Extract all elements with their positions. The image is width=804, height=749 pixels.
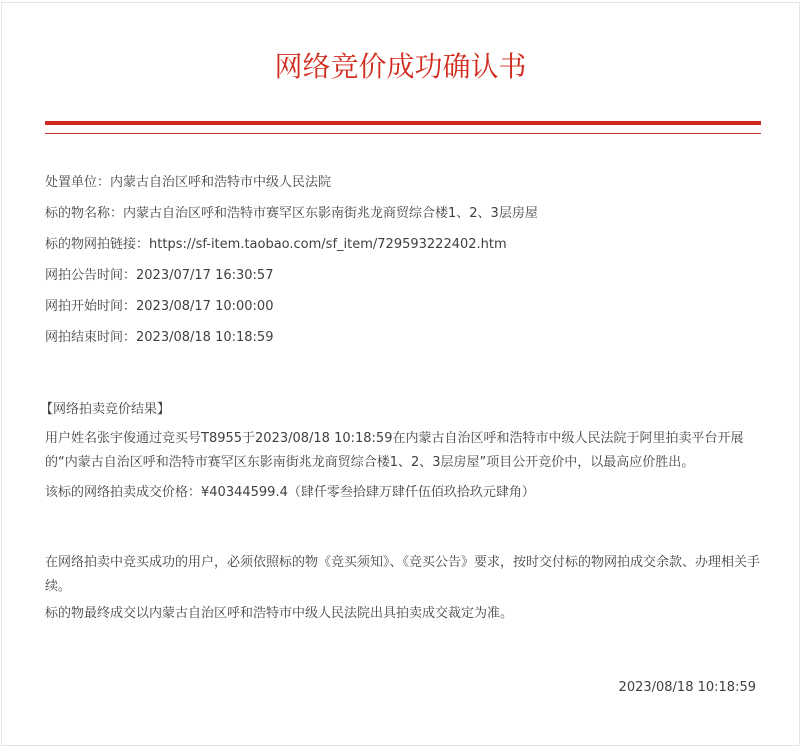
title-divider-thick [45, 121, 761, 125]
footer-date: 2023/08/18 10:18:59 [618, 680, 756, 695]
notice-payment: 在网络拍卖中竞买成功的用户，必须依照标的物《竞买须知》、《竞买公告》要求，按时交付标的物网拍成交余款、办理相关手续。 [45, 555, 761, 594]
field-label: 网拍结束时间： [45, 330, 137, 345]
field-value: 内蒙古自治区呼和浩特市赛罕区东影南街兆龙商贸综合楼1、2、3层房屋 [123, 206, 538, 221]
price-line [45, 483, 535, 503]
notice-final-ruling: 标的物最终成交以内蒙古自治区呼和浩特市中级人民法院出具拍卖成交裁定为准。 [45, 606, 514, 621]
document-title: 网络竞价成功确认书 [274, 50, 527, 83]
field-subject-name [45, 204, 538, 224]
price-label: 该标的网络拍卖成交价格： [45, 485, 202, 500]
field-value: 2023/07/17 16:30:57 [136, 268, 274, 283]
field-value: 2023/08/17 10:00:00 [136, 299, 274, 314]
title-divider-thin [45, 133, 761, 134]
field-subject-link [45, 235, 507, 255]
field-label: 标的物网拍链接： [45, 237, 150, 252]
field-value: 2023/08/18 10:18:59 [136, 330, 274, 345]
subject-link[interactable]: https://sf-item.taobao.com/sf_item/729593222402.htm [149, 237, 507, 252]
field-label: 网拍公告时间： [45, 268, 137, 283]
field-label: 网拍开始时间： [45, 299, 137, 314]
field-announcement-time [45, 266, 273, 286]
price-in-words: （肆仟零叁拾肆万肆仟伍佰玖拾玖元肆角） [287, 485, 535, 500]
field-start-time [45, 297, 273, 317]
result-heading: 【网络拍卖竞价结果】 [40, 402, 171, 417]
field-label: 标的物名称： [45, 206, 124, 221]
field-end-time [45, 328, 273, 348]
price-value: ¥40344599.4 [201, 485, 288, 500]
field-disposal-unit [45, 173, 331, 193]
field-label: 处置单位： [45, 175, 111, 190]
result-text: 用户姓名张宇俊通过竞买号T8955于2023/08/18 10:18:59在内蒙古自治区呼和浩特市中级人民法院于阿里拍卖平台开展的“内蒙古自治区呼和浩特市赛罕区东影南街兆龙商贸综合楼1、2、3层房屋”项目公开竞价中，以最高应价胜出。 [45, 431, 744, 470]
field-value: 内蒙古自治区呼和浩特市中级人民法院 [110, 175, 332, 190]
confirmation-document [1, 2, 800, 746]
